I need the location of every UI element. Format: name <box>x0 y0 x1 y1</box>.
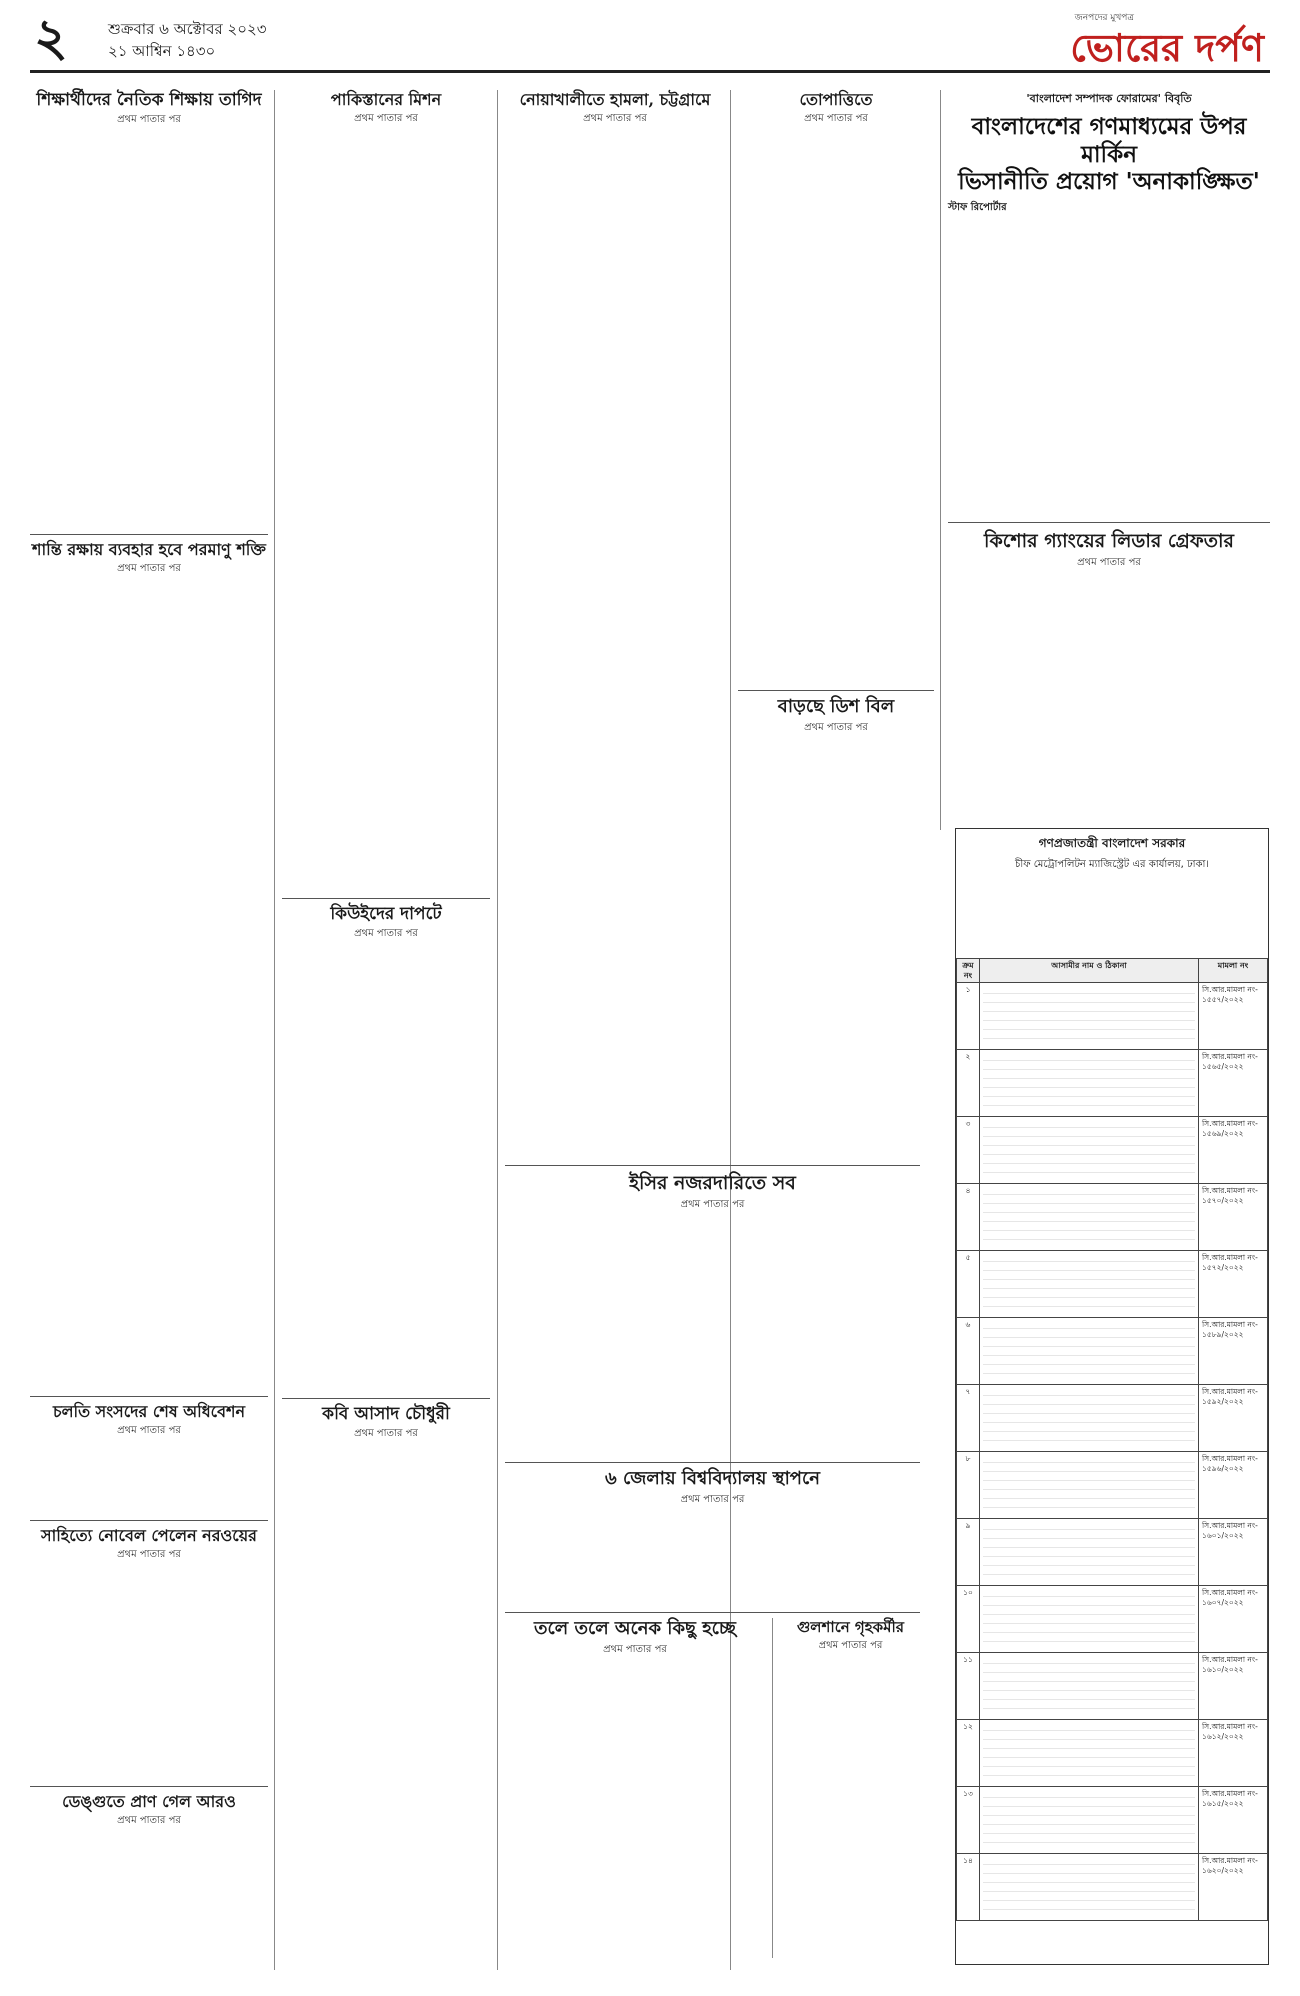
notice-table-row <box>957 983 1268 1050</box>
article-body <box>282 132 490 892</box>
article-separator <box>30 1520 268 1521</box>
article-topatti <box>738 90 934 672</box>
article-body <box>30 133 268 533</box>
article-headline: শান্তি রক্ষায় ব্যবহার হবে পরমাণু শক্তি <box>32 540 266 559</box>
article-dish-bill-rising <box>738 696 934 1171</box>
row-case-number: সি.আর.মামলা নং- ১৫৮৯/২০২২ <box>1199 1318 1268 1385</box>
article-headline: বাড়ছে ডিশ বিল <box>777 696 895 717</box>
row-case-number: সি.আর.মামলা নং- ১৬১২/২০২২ <box>1199 1720 1268 1787</box>
row-serial: ৭ <box>957 1385 980 1452</box>
continued-label: প্রথম পাতার পর <box>354 1428 418 1440</box>
notice-table-header <box>957 959 1268 983</box>
continued-label: প্রথম পাতার পর <box>117 114 181 126</box>
column-divider <box>497 90 498 1970</box>
row-accused-details <box>980 1184 1199 1251</box>
continued-label: প্রথম পাতার পর <box>583 113 647 125</box>
logo-text: ভোরের দর্পণ <box>1070 25 1264 70</box>
row-text-placeholder <box>983 1789 1195 1851</box>
article-headline: কিশোর গ্যাংয়ের লিডার গ্রেফতার <box>984 530 1234 552</box>
continued-label: প্রথম পাতার পর <box>117 1425 181 1437</box>
continued-label: প্রথম পাতার পর <box>117 563 181 575</box>
article-body <box>30 582 268 1387</box>
continued-label: প্রথম পাতার পর <box>117 1549 181 1561</box>
notice-table-row <box>957 1519 1268 1586</box>
article-headline-line-2: ভিসানীতি প্রয়োগ 'অনাকাঙ্ক্ষিত' <box>958 168 1260 196</box>
article-body <box>30 1568 268 1788</box>
article-kicker: 'বাংলাদেশ সম্পাদক ফোরামের' বিবৃতি <box>1026 92 1192 105</box>
notice-heading: গণপ্রজাতন্ত্রী বাংলাদেশ সরকার <box>1038 836 1186 850</box>
continued-label: প্রথম পাতার পর <box>1077 556 1141 568</box>
notice-intro <box>956 878 1268 958</box>
row-accused-details <box>980 1519 1199 1586</box>
page-number: ২ <box>34 7 68 68</box>
row-case-number: সি.আর.মামলা নং- ১৬০৭/২০২২ <box>1199 1586 1268 1653</box>
row-accused-details <box>980 1318 1199 1385</box>
continued-label: প্রথম পাতার পর <box>818 1640 883 1651</box>
row-text-placeholder <box>983 1052 1195 1114</box>
article-headline: গুলশানে গৃহকর্মীর <box>797 1618 904 1636</box>
row-accused-details <box>980 1720 1199 1787</box>
article-headline: কবি আসাদ চৌধুরী <box>322 1404 450 1424</box>
row-accused-details <box>980 1117 1199 1184</box>
row-text-placeholder <box>983 1856 1195 1918</box>
row-case-number: সি.আর.মামলা নং- ১৬১৫/২০২২ <box>1199 1787 1268 1854</box>
row-accused-details <box>980 1653 1199 1720</box>
article-kiwi-dominance <box>282 904 490 1397</box>
row-case-number: সি.আর.মামলা নং- ১৫৬৯/২০২২ <box>1199 1117 1268 1184</box>
article-body <box>948 576 1270 646</box>
row-serial: ১০ <box>957 1586 980 1653</box>
continued-label: প্রথম পাতার পর <box>680 1493 745 1505</box>
row-serial: ১২ <box>957 1720 980 1787</box>
row-text-placeholder <box>983 1387 1195 1449</box>
article-headline: তোপাত্তিতে <box>799 90 873 109</box>
notice-table-row <box>957 1117 1268 1184</box>
article-universities-six-districts <box>505 1468 920 1613</box>
notice-table-row <box>957 1050 1268 1117</box>
row-serial: ৫ <box>957 1251 980 1318</box>
row-accused-details <box>980 1586 1199 1653</box>
article-headline: ইসির নজরদারিতে সব <box>629 1172 796 1194</box>
notice-table-row <box>957 1653 1268 1720</box>
article-separator <box>505 1612 920 1613</box>
article-headline: কিউইদের দাপটে <box>330 904 442 924</box>
row-text-placeholder <box>983 1454 1195 1516</box>
row-text-placeholder <box>983 1119 1195 1181</box>
logo-tagline: জনপদের মুখপত্র <box>1074 13 1134 23</box>
issue-date <box>108 18 267 62</box>
date-gregorian: শুক্রবার ৬ অক্টোবর ২০২৩ <box>108 20 267 38</box>
article-body <box>30 1444 268 1522</box>
row-accused-details <box>980 1854 1199 1921</box>
notice-table-row <box>957 1452 1268 1519</box>
row-serial: ১ <box>957 983 980 1050</box>
row-serial: ৩ <box>957 1117 980 1184</box>
row-accused-details <box>980 1385 1199 1452</box>
article-separator <box>948 522 1270 523</box>
article-headline: ৬ জেলায় বিশ্ববিদ্যালয় স্থাপনে <box>605 1468 820 1489</box>
continued-label: প্রথম পাতার পর <box>117 1815 181 1827</box>
article-body <box>505 1663 765 1963</box>
article-gulshan-housemaid <box>778 1618 923 1959</box>
notice-table-row <box>957 1184 1268 1251</box>
notice-subheading: চীফ মেট্রোপলিটন ম্যাজিস্ট্রেট এর কার্যালয়, ঢাকা। <box>1014 859 1210 870</box>
article-much-happening-underneath <box>505 1618 765 1963</box>
newspaper-logo <box>1070 10 1264 71</box>
article-headline: ডেঙ্গুতে প্রাণ গেল আরও <box>62 1792 236 1811</box>
article-ec-surveillance <box>505 1172 920 1478</box>
row-case-number: সি.আর.মামলা নং- ১৫৭০/২০২২ <box>1199 1184 1268 1251</box>
row-text-placeholder <box>983 1655 1195 1717</box>
article-pakistan-mission <box>282 90 490 892</box>
row-text-placeholder <box>983 1320 1195 1382</box>
article-separator <box>30 1396 268 1397</box>
continued-label: প্রথম পাতার পর <box>603 1643 667 1655</box>
row-serial: ২ <box>957 1050 980 1117</box>
court-notice <box>955 828 1269 1965</box>
header-serial: ক্রম নং <box>957 959 980 983</box>
article-separator <box>282 898 490 899</box>
row-case-number: সি.আর.মামলা নং- ১৫৭২/২০২২ <box>1199 1251 1268 1318</box>
notice-table-row <box>957 1787 1268 1854</box>
article-separator <box>30 534 268 535</box>
article-body <box>738 741 934 1171</box>
article-separator <box>30 1786 268 1787</box>
article-dengue-deaths <box>30 1792 268 1974</box>
row-accused-details <box>980 1050 1199 1117</box>
article-body <box>30 1834 268 1974</box>
row-serial: ১৪ <box>957 1854 980 1921</box>
article-poet-asad-chowdhury <box>282 1404 490 1967</box>
article-teen-gang-leader-arrest <box>948 530 1270 646</box>
article-body <box>282 1447 490 1967</box>
continued-label: প্রথম পাতার পর <box>804 721 868 733</box>
row-accused-details <box>980 1787 1199 1854</box>
article-body <box>738 132 934 672</box>
article-nobel-literature <box>30 1526 268 1788</box>
row-serial: ১৩ <box>957 1787 980 1854</box>
notice-table <box>956 958 1268 1921</box>
notice-table-row <box>957 1318 1268 1385</box>
article-body <box>505 132 725 1112</box>
article-parliament-session <box>30 1402 268 1522</box>
row-text-placeholder <box>983 1521 1195 1583</box>
article-headline: পাকিস্তানের মিশন <box>330 90 442 109</box>
continued-label: প্রথম পাতার পর <box>804 113 868 125</box>
article-body <box>505 1218 920 1478</box>
article-us-visa-policy-media <box>948 90 1270 500</box>
row-text-placeholder <box>983 1722 1195 1784</box>
row-case-number: সি.আর.মামলা নং- ১৫৯৬/২০২২ <box>1199 1452 1268 1519</box>
row-text-placeholder <box>983 985 1195 1047</box>
row-serial: ৮ <box>957 1452 980 1519</box>
article-headline: নোয়াখালীতে হামলা, চট্টগ্রামে <box>519 90 711 109</box>
notice-table-row <box>957 1586 1268 1653</box>
date-bengali: ২১ আশ্বিন ১৪৩০ <box>108 42 216 60</box>
row-accused-details <box>980 983 1199 1050</box>
row-case-number: সি.আর.মামলা নং- ১৬০১/২০২২ <box>1199 1519 1268 1586</box>
article-separator <box>738 690 934 691</box>
header-case: মামলা নং <box>1199 959 1268 983</box>
continued-label: প্রথম পাতার পর <box>354 113 418 125</box>
notice-table-row <box>957 1251 1268 1318</box>
row-text-placeholder <box>983 1253 1195 1315</box>
article-separator <box>505 1462 920 1463</box>
row-serial: ৪ <box>957 1184 980 1251</box>
row-text-placeholder <box>983 1588 1195 1650</box>
row-accused-details <box>980 1452 1199 1519</box>
article-headline: চলতি সংসদের শেষ অধিবেশন <box>52 1402 246 1421</box>
column-divider <box>772 1618 773 1958</box>
column-divider <box>940 90 941 830</box>
article-moral-education <box>30 90 268 533</box>
continued-label: প্রথম পাতার পর <box>680 1198 745 1210</box>
row-serial: ১১ <box>957 1653 980 1720</box>
continued-label: প্রথম পাতার পর <box>354 928 418 940</box>
article-body <box>282 947 490 1397</box>
article-headline-line-1: বাংলাদেশের গণমাধ্যমের উপর মার্কিন <box>971 113 1247 168</box>
article-body <box>778 1659 923 1959</box>
row-case-number: সি.আর.মামলা নং- ১৫৫৭/২০২২ <box>1199 983 1268 1050</box>
article-headline: তলে তলে অনেক কিছু হচ্ছে <box>534 1618 736 1639</box>
notice-table-row <box>957 1720 1268 1787</box>
row-accused-details <box>980 1251 1199 1318</box>
article-headline: শিক্ষার্থীদের নৈতিক শিক্ষায় তাগিদ <box>36 90 262 110</box>
article-byline: স্টাফ রিপোর্টার <box>948 201 1007 213</box>
article-noakhali-attack <box>505 90 725 1112</box>
row-text-placeholder <box>983 1186 1195 1248</box>
notice-table-row <box>957 1854 1268 1921</box>
article-body <box>948 220 1270 500</box>
row-case-number: সি.আর.মামলা নং- ১৫৬৫/২০২২ <box>1199 1050 1268 1117</box>
header-accused: আসামীর নাম ও ঠিকানা <box>980 959 1199 983</box>
row-serial: ৯ <box>957 1519 980 1586</box>
row-case-number: সি.আর.মামলা নং- ১৬১০/২০২২ <box>1199 1653 1268 1720</box>
row-case-number: সি.আর.মামলা নং- ১৬২০/২০২২ <box>1199 1854 1268 1921</box>
notice-table-row <box>957 1385 1268 1452</box>
masthead <box>30 8 1270 73</box>
column-divider <box>274 90 275 1970</box>
article-headline: সাহিত্যে নোবেল পেলেন নরওয়ের <box>41 1526 257 1545</box>
article-nuclear-power <box>30 540 268 1387</box>
article-body <box>505 1513 920 1613</box>
row-case-number: সি.আর.মামলা নং- ১৫৯২/২০২২ <box>1199 1385 1268 1452</box>
row-serial: ৬ <box>957 1318 980 1385</box>
article-separator <box>282 1398 490 1399</box>
